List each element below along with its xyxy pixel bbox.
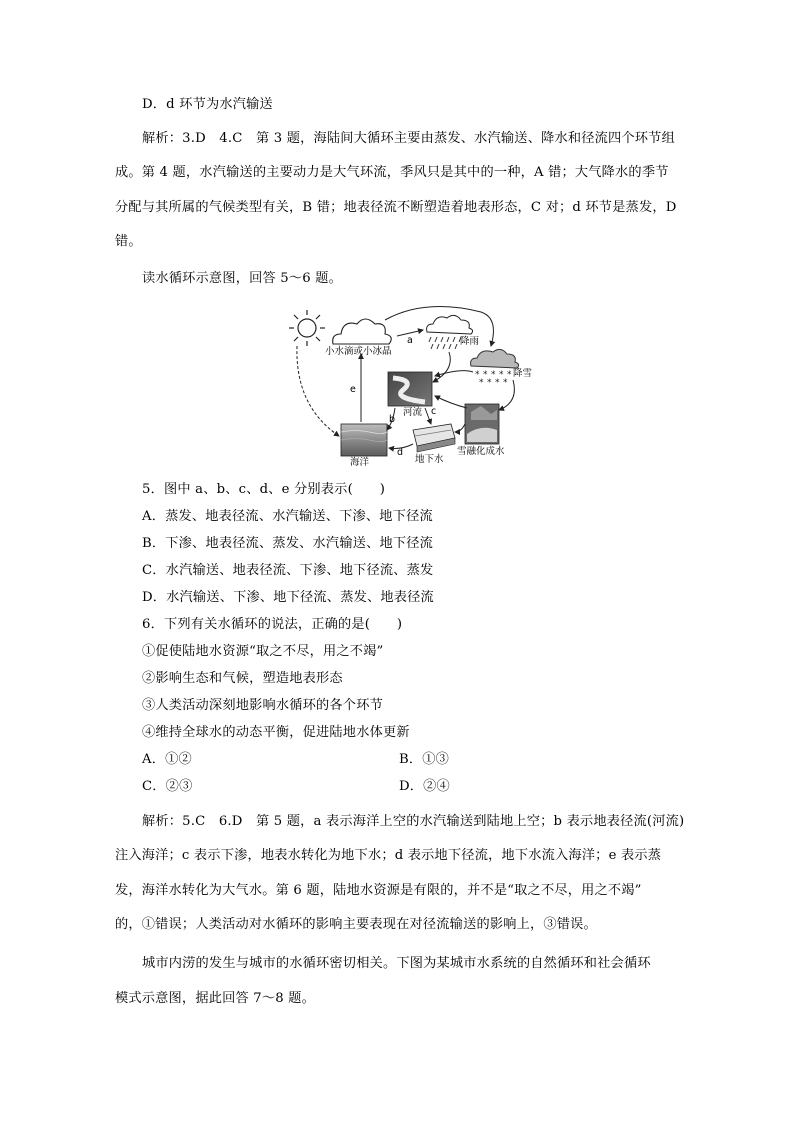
svg-text:*: * — [507, 370, 512, 380]
arrow-sun-ocean — [297, 346, 339, 436]
water-cycle-svg — [285, 306, 545, 476]
q5-option-c: C．水汽输送、地表径流、下渗、地下径流、蒸发 — [142, 563, 434, 578]
sun-icon — [289, 310, 325, 346]
intro-q7-8-line1: 城市内涝的发生与城市的水循环密切相关。下图为某城市水系统的自然循环和社会循环 — [142, 956, 651, 971]
label-groundwater: 地下水 — [415, 454, 444, 465]
label-snow: 降雪 — [513, 368, 533, 379]
cloud-icon — [333, 319, 392, 344]
intro-q5-6: 读水循环示意图，回答 5～6 题。 — [142, 271, 343, 286]
arrow-melt-river — [435, 396, 467, 408]
analysis-q5-6-line2: 注入海洋；c 表示下渗，地表水转化为地下水；d 表示地下径流，地下水流入海洋；e 表示蒸 — [115, 848, 662, 863]
q6-statement-4: ④维持全球水的动态平衡，促进陆地水体更新 — [142, 725, 410, 740]
letter-e: e — [350, 384, 356, 395]
label-river: 河流 — [403, 407, 423, 418]
question-5: 5．图中 a、b、c、d、e 分别表示( ) — [142, 482, 386, 497]
svg-text:*: * — [499, 370, 504, 380]
label-ocean: 海洋 — [350, 457, 370, 468]
option-d-previous: D．d 环节为水汽输送 — [142, 97, 273, 112]
letter-c: c — [431, 406, 437, 417]
q6-statement-1: ①促使陆地水资源“取之不尽，用之不竭” — [142, 644, 384, 659]
analysis-q5-6-line3: 发，海洋水转化为大气水。第 6 题，陆地水资源是有限的，并不是“取之不尽，用之不竭” — [115, 883, 642, 898]
analysis-q5-6-line1: 解析：5.C 6.D 第 5 题，a 表示海洋上空的水汽输送到陆地上空；b 表示地表径流(河流) — [142, 814, 685, 829]
ocean-image — [341, 424, 387, 456]
intro-q7-8-line2: 模式示意图，据此回答 7～8 题。 — [115, 991, 316, 1006]
river-image — [388, 372, 432, 406]
water-cycle-diagram — [285, 306, 545, 476]
svg-text:*: * — [503, 378, 508, 388]
arrow-rain-river — [433, 352, 450, 382]
q5-option-a: A．蒸发、地表径流、水汽输送、下渗、地下径流 — [142, 509, 433, 524]
q6-option-c: C．②③ — [142, 779, 193, 794]
q6-statement-3: ③人类活动深刻地影响水循环的各个环节 — [142, 698, 383, 713]
letter-a: a — [407, 335, 413, 346]
label-meltwater: 雪融化成水 — [457, 446, 505, 457]
analysis-q3-4-line3: 分配与其所属的气候类型有关，B 错；地表径流不断塑造着地表形态，C 对；d 环节是蒸发，D — [115, 200, 677, 215]
q6-option-a: A．①② — [142, 752, 192, 767]
svg-text:*: * — [487, 378, 492, 388]
q6-option-d: D．②④ — [399, 779, 450, 794]
analysis-q3-4-line1: 解析：3.D 4.C 第 3 题，海陆间大循环主要由蒸发、水汽输送、降水和径流四个环节组 — [142, 131, 675, 146]
label-rain: 降雨 — [460, 336, 480, 347]
q6-option-b: B．①③ — [399, 752, 450, 767]
groundwater-image — [413, 424, 455, 452]
snowmelt-image — [465, 404, 499, 444]
q6-statement-2: ②影响生态和气候，塑造地表形态 — [142, 671, 343, 686]
snow-cloud-icon — [471, 349, 519, 388]
q5-option-b: B．下渗、地表径流、蒸发、水汽输送、地下径流 — [142, 536, 434, 551]
arrow-snow-river — [435, 371, 473, 376]
analysis-q3-4-line2: 成。第 4 题，水汽输送的主要动力是大气环流，季风只是其中的一种，A 错；大气降水的季节 — [115, 165, 669, 180]
arrow-melt-ground — [455, 424, 465, 432]
svg-text:*: * — [475, 370, 480, 380]
analysis-q5-6-line4: 的，①错误；人类活动对水循环的影响主要表现在对径流输送的影响上，③错误。 — [115, 917, 597, 932]
letter-d: d — [397, 447, 404, 458]
svg-text:*: * — [483, 370, 488, 380]
svg-text:*: * — [479, 378, 484, 388]
svg-text:*: * — [495, 378, 500, 388]
label-droplets: 小水滴或小冰晶 — [325, 346, 392, 357]
question-6: 6．下列有关水循环的说法，正确的是( ) — [142, 617, 403, 632]
q5-option-d: D．水汽输送、下渗、地下径流、蒸发、地表径流 — [142, 590, 434, 605]
svg-text:*: * — [491, 370, 496, 380]
letter-b: b — [389, 414, 396, 425]
analysis-q3-4-line4: 错。 — [115, 234, 142, 249]
